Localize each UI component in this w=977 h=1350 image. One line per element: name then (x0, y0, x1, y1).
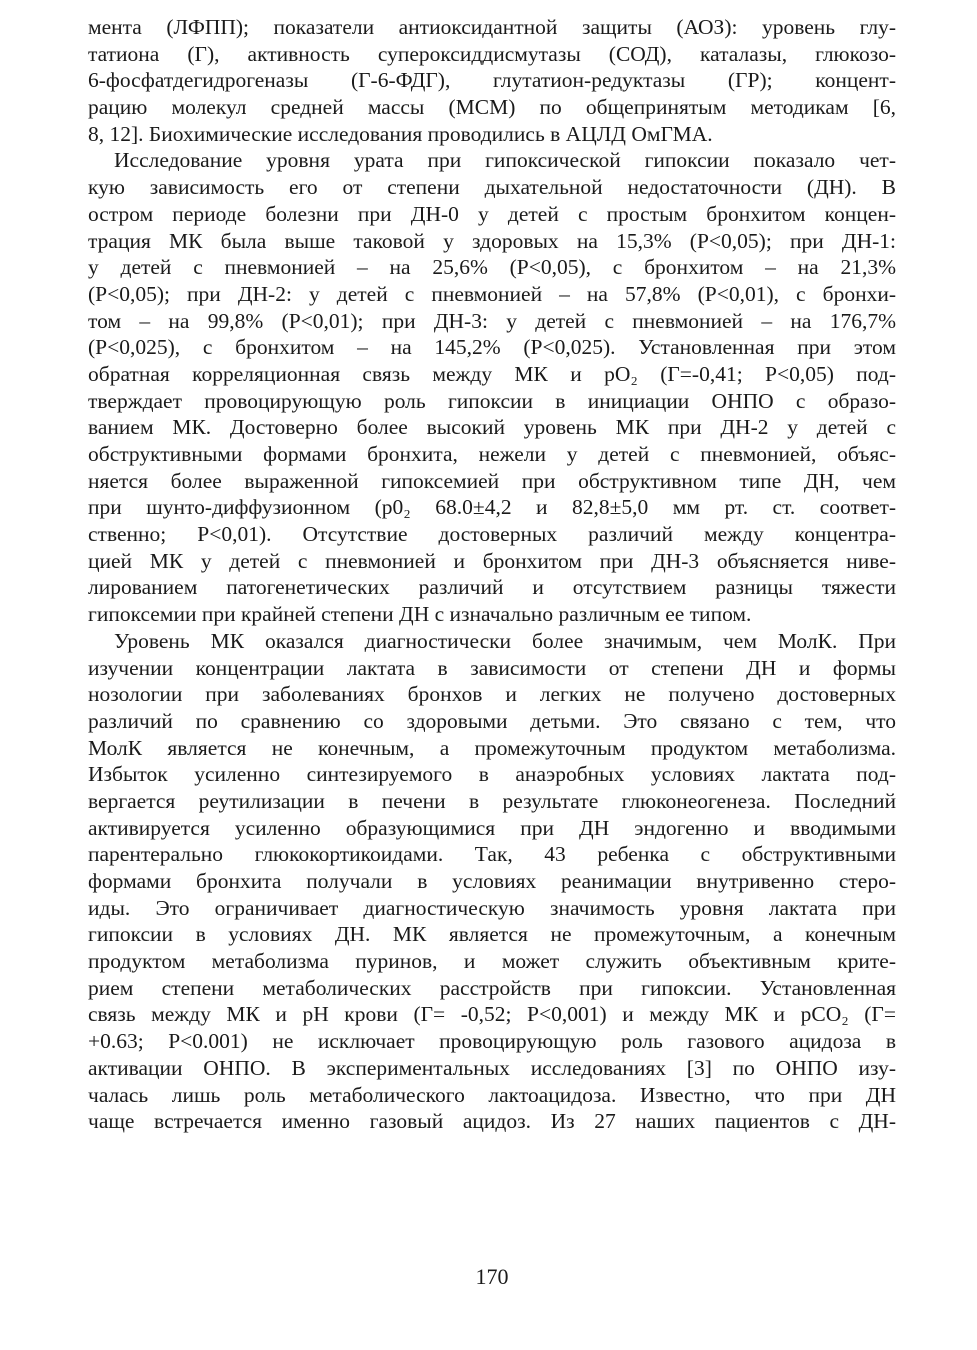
text-line: обратная корреляционная связь между МК и pO₂ (Г=-0,41; Р<0,05) под- (88, 361, 896, 386)
text-line: различий по сравнению со здоровыми детьми. Это связано с тем, что (88, 708, 896, 733)
text-line: парентерально глюкокортикоидами. Так, 43 ребенка с обструктивными (88, 842, 896, 867)
text-line: формами бронхита получали в условиях реанимации внутривенно стеро- (88, 869, 896, 893)
page-number: 170 (475, 1264, 509, 1289)
text-line: ванием МК. Достоверно более высокий уровень МК при ДН-2 у детей с (88, 415, 896, 440)
paragraph (88, 628, 896, 1135)
text-line: 6-фосфатдегидрогеназы (Г-6-ФДГ), глутатион-редуктазы (ГР); концент- (88, 68, 896, 93)
text-line: гипоксемии при крайней степени ДН с изначально различным ее типом. (88, 602, 752, 627)
text-line: у детей с пневмонией – на 25,6% (Р<0,05), с бронхитом – на 21,3% (88, 255, 896, 280)
text-line: чаще встречается именно газовый ацидоз. Из 27 наших пациентов с ДН- (88, 1109, 896, 1134)
text-line: активируется усиленно образующимися при ДН эндогенно и вводимыми (88, 815, 896, 840)
text-line: рацию молекул средней массы (МСМ) по общепринятым методикам [6, (88, 95, 896, 120)
text-line: том – на 99,8% (Р<0,01); при ДН-3: у детей с пневмонией – на 176,7% (88, 308, 896, 333)
paragraph (88, 147, 896, 627)
body-text (88, 14, 896, 1135)
text-line: остром периоде болезни при ДН-0 у детей с простым бронхитом концен- (88, 201, 896, 226)
text-line: трация МК была выше таковой у здоровых на 15,3% (Р<0,05); при ДН-1: (88, 228, 896, 253)
text-line: татиона (Г), активность супероксиддисмутазы (СОД), каталазы, глюкозо- (88, 41, 896, 66)
text-line: чалась лишь роль метаболического лактоацидоза. Известно, что при ДН (88, 1082, 896, 1107)
text-line: (Р<0,05); при ДН-2: у детей с пневмонией – на 57,8% (Р<0,01), с бронхи- (88, 281, 896, 306)
text-line: Уровень МК оказался диагностически более значимым, чем МолК. При (114, 628, 896, 653)
text-line: мента (ЛФПП); показатели антиоксидантной защиты (АОЗ): уровень глу- (88, 15, 896, 39)
text-line: нозологии при заболеваниях бронхов и легких не получено достоверных (88, 682, 896, 707)
text-line: ственно; Р<0,01). Отсутствие достоверных различий между концентра- (88, 522, 896, 547)
text-line: продуктом метаболизма пуринов, и может служить объективным крите- (88, 949, 896, 974)
text-line: +0.63; Р<0.001) не исключает провоцирующую роль газового ацидоза в (88, 1029, 896, 1054)
text-line: МолК является не конечным, а промежуточным продуктом метаболизма. (88, 735, 896, 760)
text-line: кую зависимость его от степени дыхательной недостаточности (ДН). В (88, 175, 896, 200)
text-line: цией МК у детей с пневмонией и бронхитом при ДН-3 объясняется ниве- (88, 548, 896, 573)
text-line: Исследование уровня урата при гипоксической гипоксии показало чет- (114, 148, 896, 173)
text-line: (Р<0,025), с бронхитом – на 145,2% (Р<0,025). Установленная при этом (88, 335, 896, 360)
text-line: изучении концентрации лактата в зависимости от степени ДН и формы (88, 655, 896, 680)
text-line: связь между МК и pH крови (Г= -0,52; Р<0,001) и между МК и pCO₂ (Г= (88, 1002, 896, 1027)
text-line: 8, 12]. Биохимические исследования проводились в АЦЛД ОмГМА. (88, 121, 713, 146)
text-line: при шунто-диффузионном (р0₂ 68.0±4,2 и 82,8±5,0 мм рт. ст. соответ- (88, 495, 896, 520)
text-line: гипоксии в условиях ДН. МК является не промежуточным, а конечным (88, 922, 896, 947)
text-line: активации ОНПО. В экспериментальных исследованиях [3] по ОНПО изу- (88, 1055, 896, 1080)
document-page (88, 14, 896, 1334)
text-line: вергается реутилизации в печени в результате глюконеогенеза. Последний (88, 788, 896, 813)
text-line: рием степени метаболических расстройств при гипоксии. Установленная (88, 975, 896, 1000)
text-line: тверждает провоцирующую роль гипоксии в инициации ОНПО с образо- (88, 388, 896, 413)
text-line: лированием патогенетических различий и отсутствием разницы тяжести (88, 575, 896, 600)
text-line: няется более выраженной гипоксемией при обструктивном типе ДН, чем (88, 468, 896, 493)
text-line: обструктивными формами бронхита, нежели у детей с пневмонией, объяс- (88, 442, 896, 466)
text-line: иды. Это ограничивает диагностическую значимость уровня лактата при (88, 895, 896, 920)
text-line: Избыток усиленно синтезируемого в анаэробных условиях лактата под- (88, 762, 896, 787)
paragraph (88, 14, 896, 147)
